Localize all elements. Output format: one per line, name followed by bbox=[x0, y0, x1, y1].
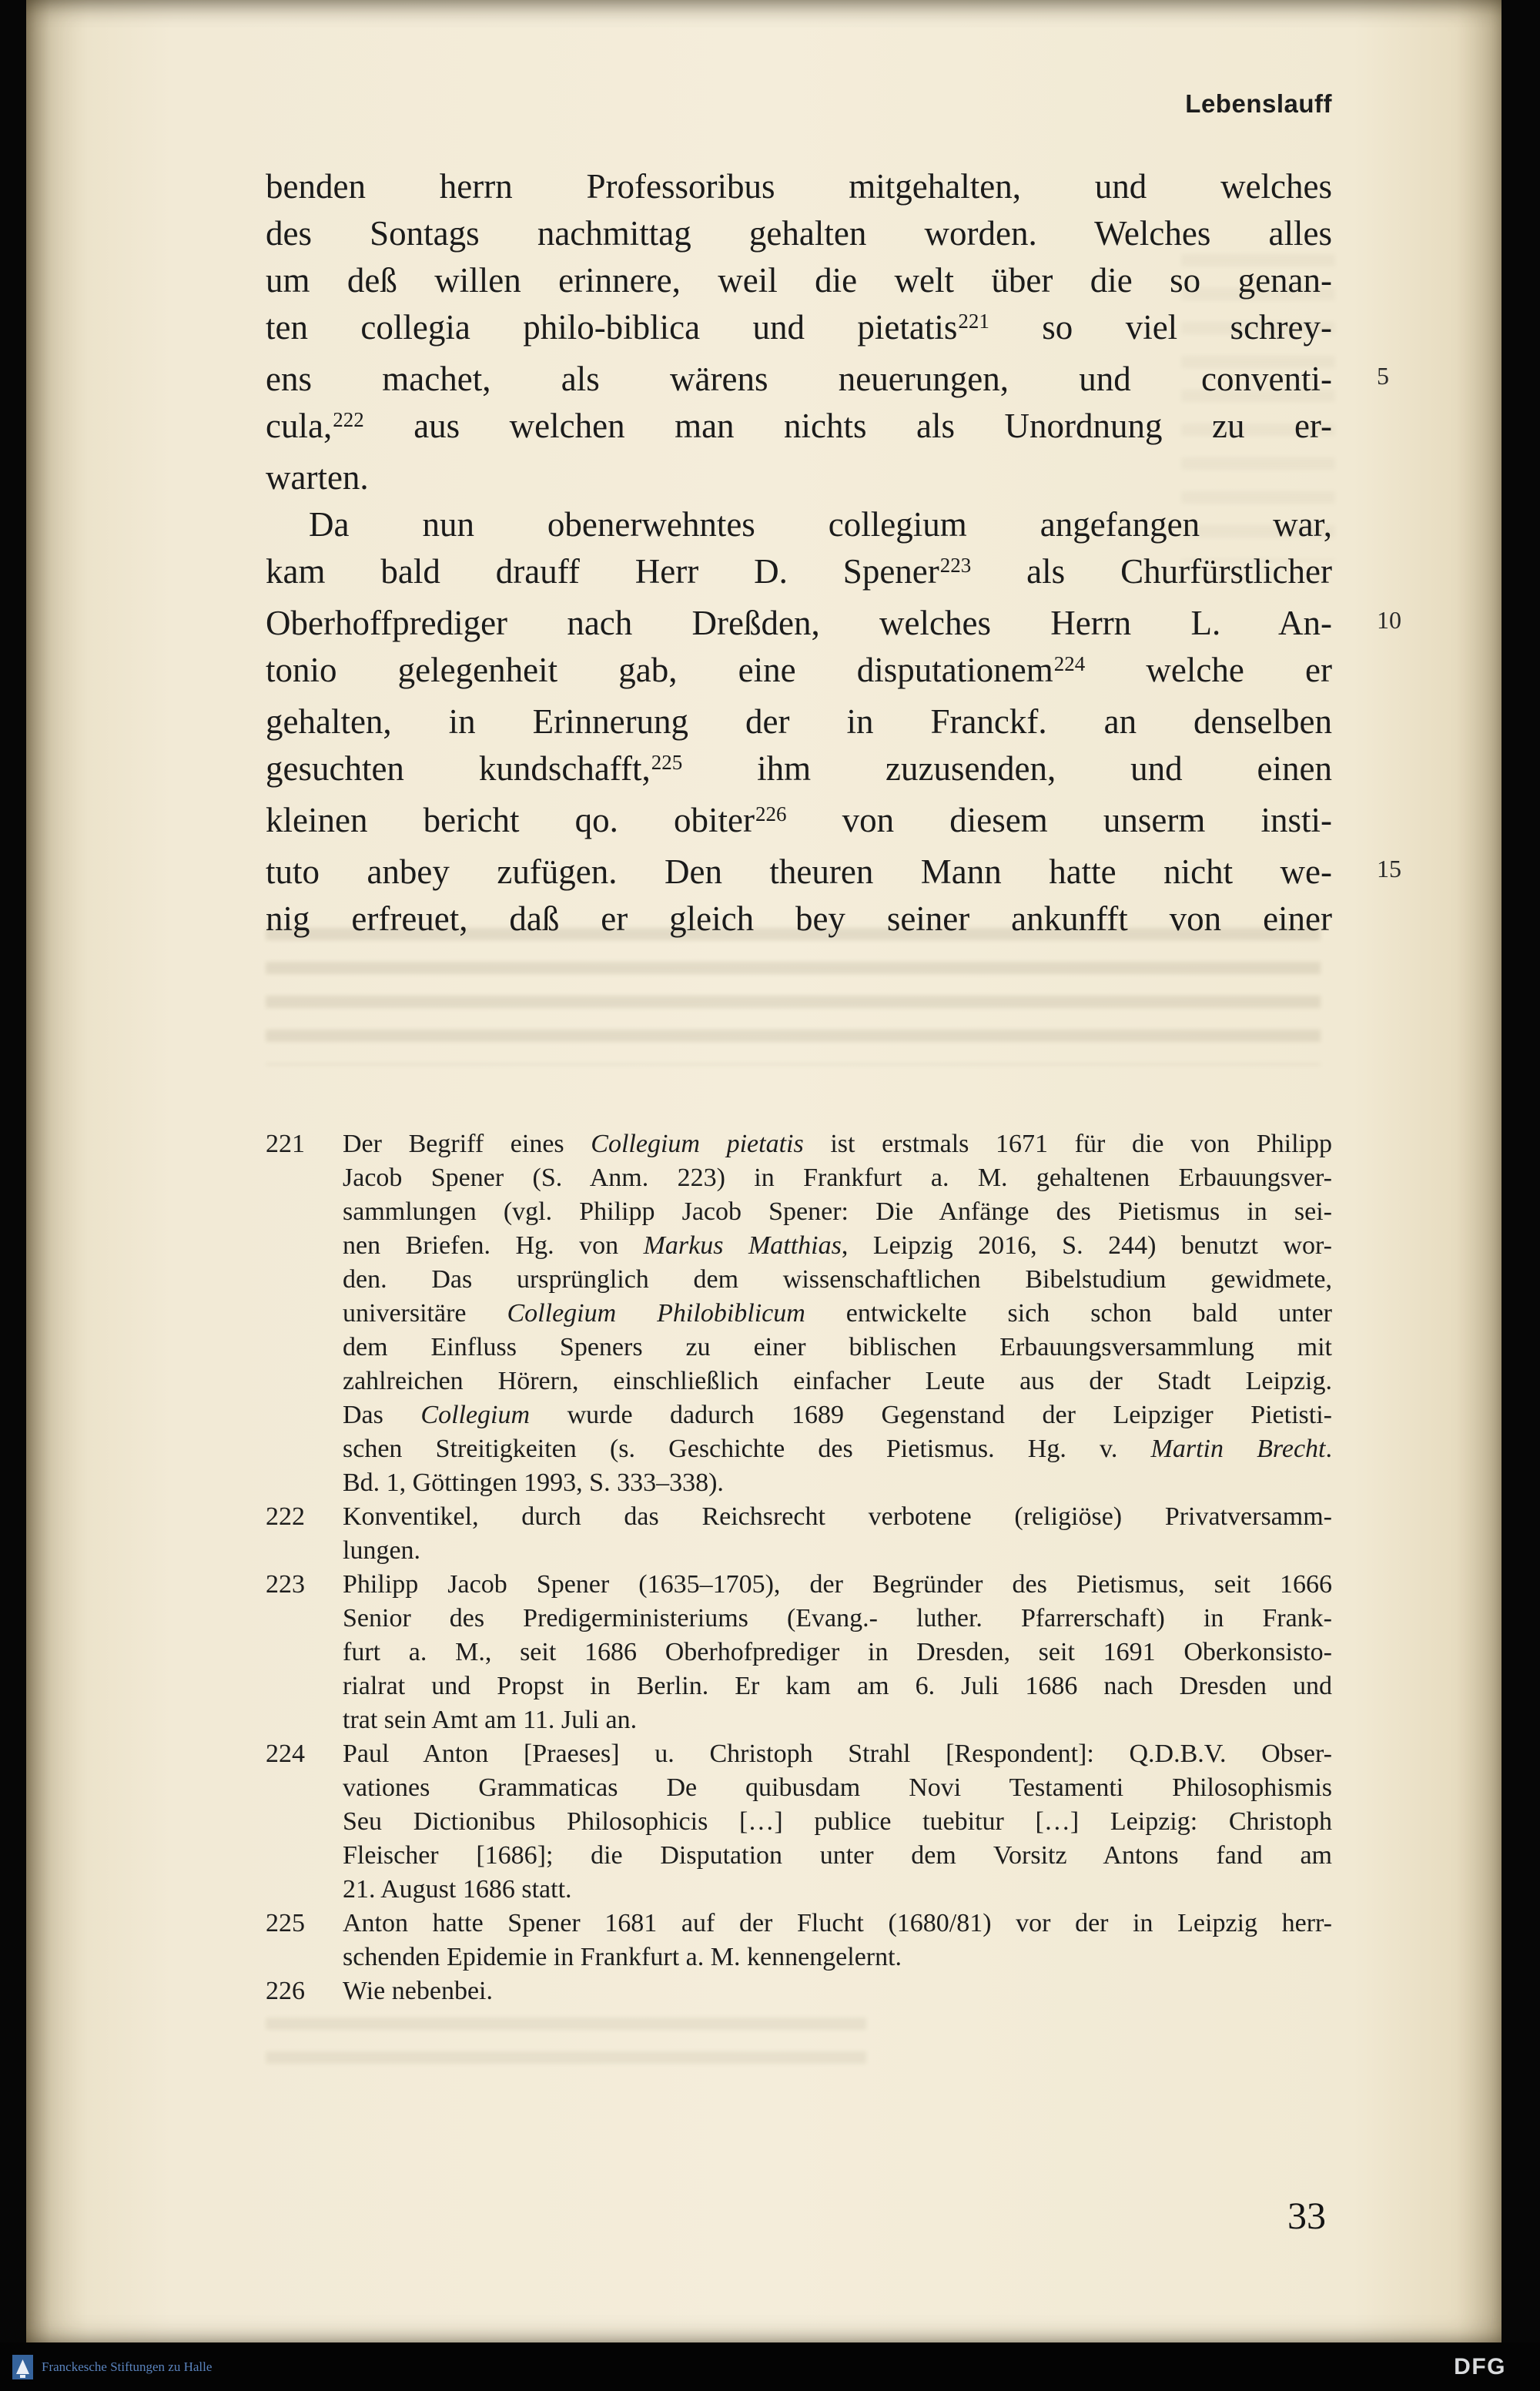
text-line: um deß willen erinnere, weil die welt über die so genan- bbox=[266, 261, 1332, 300]
footnote-number: 222 bbox=[266, 1502, 305, 1531]
text-line: ten collegia philo-biblica und pietatis$^{221}$ so viel schrey- bbox=[266, 308, 1332, 347]
text-line: nig erfreuet, daß er gleich bey seiner ankunfft von einer bbox=[266, 899, 1332, 938]
footnote-line: Der Begriff eines Collegium pietatis ist erstmals 1671 für die von Philipp bbox=[343, 1130, 1332, 1158]
footnote-marker: 221 bbox=[958, 309, 989, 333]
footnote-marker: 223 bbox=[939, 553, 972, 577]
footnote-line: Jacob Spener (S. Anm. 223) in Frankfurt a. M. gehaltenen Erbauungsver- bbox=[343, 1164, 1332, 1192]
footnote-text bbox=[343, 1500, 1332, 1568]
footnote-line: den. Das ursprünglich dem wissenschaftlichen Bibelstudium gewidmete, bbox=[343, 1265, 1332, 1294]
scan-footer-bar bbox=[0, 2342, 1540, 2391]
footnote-marker: 222 bbox=[333, 407, 364, 431]
footnote-line: furt a. M., seit 1686 Oberhofprediger in Dresden, seit 1691 Oberkonsisto- bbox=[343, 1638, 1332, 1666]
library-credit bbox=[12, 2353, 212, 2381]
text-line: des Sontags nachmittag gehalten worden. Welches alles bbox=[266, 214, 1332, 253]
book-page bbox=[26, 0, 1502, 2342]
footnote-number: 226 bbox=[266, 1977, 305, 2005]
footnote-line: Senior des Predigerministeriums (Evang.- luther. Pfarrerschaft) in Frank- bbox=[343, 1604, 1332, 1633]
footnote bbox=[266, 1500, 1332, 1568]
footnote-text bbox=[343, 1737, 1332, 1907]
footnote bbox=[266, 1568, 1332, 1737]
footnote-number: 224 bbox=[266, 1740, 305, 1768]
footnote-line: Wie nebenbei. bbox=[343, 1977, 493, 2005]
footnote-line: Seu Dictionibus Philosophicis […] publice tuebitur […] Leipzig: Christoph bbox=[343, 1807, 1332, 1836]
text-line: benden herrn Professoribus mitgehalten, und welches bbox=[266, 167, 1332, 206]
footnote-number: 223 bbox=[266, 1570, 305, 1599]
italic-text: Collegium bbox=[420, 1401, 531, 1429]
italic-text: Collegium pietatis bbox=[591, 1130, 804, 1158]
footnote-line: vationes Grammaticas De quibusdam Novi Testamenti Philosophismis bbox=[343, 1773, 1332, 1802]
running-head: Lebenslauff bbox=[1185, 89, 1332, 118]
text-line: kleinen bericht qo. obiter$^{226}$ von diesem unserm insti- bbox=[266, 801, 1332, 839]
text-line: kam bald drauff Herr D. Spener$^{223}$ als Churfürstlicher bbox=[266, 552, 1332, 591]
footnote-marker: 225 bbox=[651, 750, 683, 774]
footnote-line: universitäre Collegium Philobiblicum entwickelte sich schon bald unter bbox=[343, 1299, 1332, 1328]
footnote-line: Bd. 1, Göttingen 1993, S. 333–338). bbox=[343, 1468, 724, 1497]
text-line: gehalten, in Erinnerung der in Franckf. an denselben bbox=[266, 702, 1332, 741]
text-line: warten. bbox=[266, 458, 369, 497]
footnote-number: 221 bbox=[266, 1130, 305, 1158]
footnote-number: 225 bbox=[266, 1909, 305, 1937]
footnote-line: schenden Epidemie in Frankfurt a. M. kennengelernt. bbox=[343, 1943, 902, 1971]
footnote-line: sammlungen (vgl. Philipp Jacob Spener: Die Anfänge des Pietismus in sei- bbox=[343, 1197, 1332, 1226]
footnote bbox=[266, 1737, 1332, 1907]
footnote-marker: 226 bbox=[755, 802, 787, 825]
dfg-logo: DFG bbox=[1454, 2353, 1506, 2379]
text-line: Da nun obenerwehntes collegium angefangen war, bbox=[309, 505, 1332, 544]
footnote-line: nen Briefen. Hg. von Markus Matthias, Leipzig 2016, S. 244) benutzt wor- bbox=[343, 1231, 1332, 1260]
footnote bbox=[266, 1974, 1332, 2008]
italic-text: Collegium Philobiblicum bbox=[507, 1299, 805, 1328]
italic-text: Martin Brecht bbox=[1150, 1435, 1326, 1463]
franckesche-stiftungen-logo bbox=[12, 2353, 33, 2381]
margin-line-number: 15 bbox=[1377, 855, 1401, 882]
text-line: gesuchten kundschafft,$^{225}$ ihm zuzusenden, und einen bbox=[266, 749, 1332, 788]
footnote-marker: 224 bbox=[1053, 651, 1086, 675]
footnote-text bbox=[343, 1127, 1332, 1500]
page-number: 33 bbox=[1287, 2194, 1326, 2237]
text-column bbox=[266, 0, 1401, 2342]
footnote-line: Konventikel, durch das Reichsrecht verbotene (religiöse) Privatversamm- bbox=[343, 1502, 1332, 1531]
footnote bbox=[266, 1127, 1332, 1500]
text-line: tuto anbey zufügen. Den theuren Mann hatte nicht we- 15 bbox=[266, 852, 1401, 891]
footnote-line: dem Einfluss Speners zu einer biblischen Erbauungsversammlung mit bbox=[343, 1333, 1332, 1361]
text-line: Oberhoffprediger nach Dreßden, welches Herrn L. An- 10 bbox=[266, 604, 1401, 642]
footnote-line: schen Streitigkeiten (s. Geschichte des Pietismus. Hg. v. Martin Brecht. bbox=[343, 1435, 1333, 1463]
footnote-line: trat sein Amt am 11. Juli an. bbox=[343, 1706, 638, 1734]
footnote-line: Fleischer [1686]; die Disputation unter dem Vorsitz Antons fand am bbox=[343, 1841, 1332, 1870]
text-line: ens machet, als wärens neuerungen, und conventi- 5 bbox=[266, 360, 1389, 398]
italic-text: Markus Matthias bbox=[643, 1231, 842, 1260]
margin-line-number: 5 bbox=[1377, 362, 1389, 390]
footnote-line: Das Collegium wurde dadurch 1689 Gegenstand der Leipziger Pietisti- bbox=[343, 1401, 1332, 1429]
footnote-line: 21. August 1686 statt. bbox=[343, 1875, 572, 1904]
footnote-text bbox=[343, 1568, 1332, 1737]
footnote-text bbox=[343, 1974, 1332, 2008]
footnote bbox=[266, 1907, 1332, 1974]
text-line: tonio gelegenheit gab, eine disputationem$^{224}$ welche er bbox=[266, 651, 1332, 689]
footnote-line: rialrat und Propst in Berlin. Er kam am 6. Juli 1686 nach Dresden und bbox=[343, 1672, 1332, 1700]
footnote-line: zahlreichen Hörern, einschließlich einfacher Leute aus der Stadt Leipzig. bbox=[343, 1367, 1332, 1395]
margin-line-number: 10 bbox=[1377, 606, 1401, 634]
library-label: Franckesche Stiftungen zu Halle bbox=[42, 2359, 213, 2374]
footnote-line: Philipp Jacob Spener (1635–1705), der Begründer des Pietismus, seit 1666 bbox=[343, 1570, 1332, 1599]
main-text-block bbox=[266, 163, 1401, 943]
footnote-line: Anton hatte Spener 1681 auf der Flucht (1680/81) vor der in Leipzig herr- bbox=[343, 1909, 1332, 1937]
footnotes-block bbox=[266, 1127, 1332, 2008]
footnote-line: Paul Anton [Praeses] u. Christoph Strahl [Respondent]: Q.D.B.V. Obser- bbox=[343, 1740, 1332, 1768]
text-line: cula,$^{222}$ aus welchen man nichts als Unordnung zu er- bbox=[266, 407, 1332, 445]
footnote-text bbox=[343, 1907, 1332, 1974]
footnote-line: lungen. bbox=[343, 1536, 421, 1565]
